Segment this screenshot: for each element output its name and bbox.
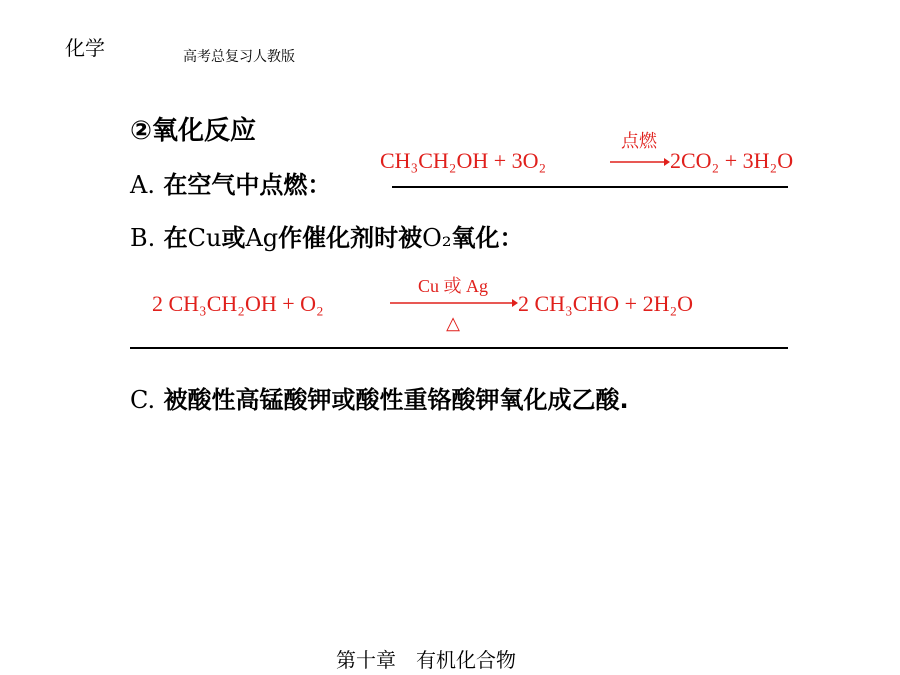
item-a <box>130 165 331 200</box>
equation-b-condition-bottom: △ <box>446 313 460 333</box>
equation-b-condition-top: Cu 或 Ag <box>417 276 488 296</box>
item-b-cu: Cu <box>187 224 222 252</box>
item-b-ag: Ag <box>245 224 279 252</box>
subject-label: 化学 <box>65 36 105 60</box>
item-c-marker: C. <box>130 386 156 414</box>
item-b-text-1: 在 <box>163 224 188 252</box>
equation-a-right: 2CO₂ + 3H₂O <box>670 148 794 173</box>
equation-b-right: 2 CH₃CHO + 2H₂O <box>518 291 694 316</box>
item-a-text: 在空气中点燃： <box>163 171 332 199</box>
item-b-marker: B. <box>130 224 156 252</box>
item-b-text-3: 作催化剂时被 <box>278 224 423 252</box>
chapter-footer: 第十章 有机化合物 <box>336 648 516 672</box>
item-b-text-2: 或 <box>221 224 246 252</box>
equation-b-left: 2 CH₃CH₂OH + O₂ <box>152 291 324 316</box>
item-a-marker: A. <box>130 171 155 199</box>
reaction-arrow-b <box>390 297 518 309</box>
answer-line-a <box>392 186 788 188</box>
item-b-text-4: 氧化： <box>451 224 524 252</box>
edition-label: 高考总复习人教版 <box>183 49 295 65</box>
item-c <box>130 380 629 415</box>
section-heading: ②氧化反应 <box>130 116 257 146</box>
item-c-text: 被酸性高锰酸钾或酸性重铬酸钾氧化成乙酸. <box>163 386 629 414</box>
item-b <box>130 218 523 253</box>
reaction-arrow-a <box>610 156 670 168</box>
equation-a-left: CH₃CH₂OH + 3O₂ <box>380 148 547 173</box>
answer-line-b <box>130 347 788 349</box>
item-b-o2: O₂ <box>422 224 452 252</box>
equation-a-condition: 点燃 <box>621 131 657 151</box>
